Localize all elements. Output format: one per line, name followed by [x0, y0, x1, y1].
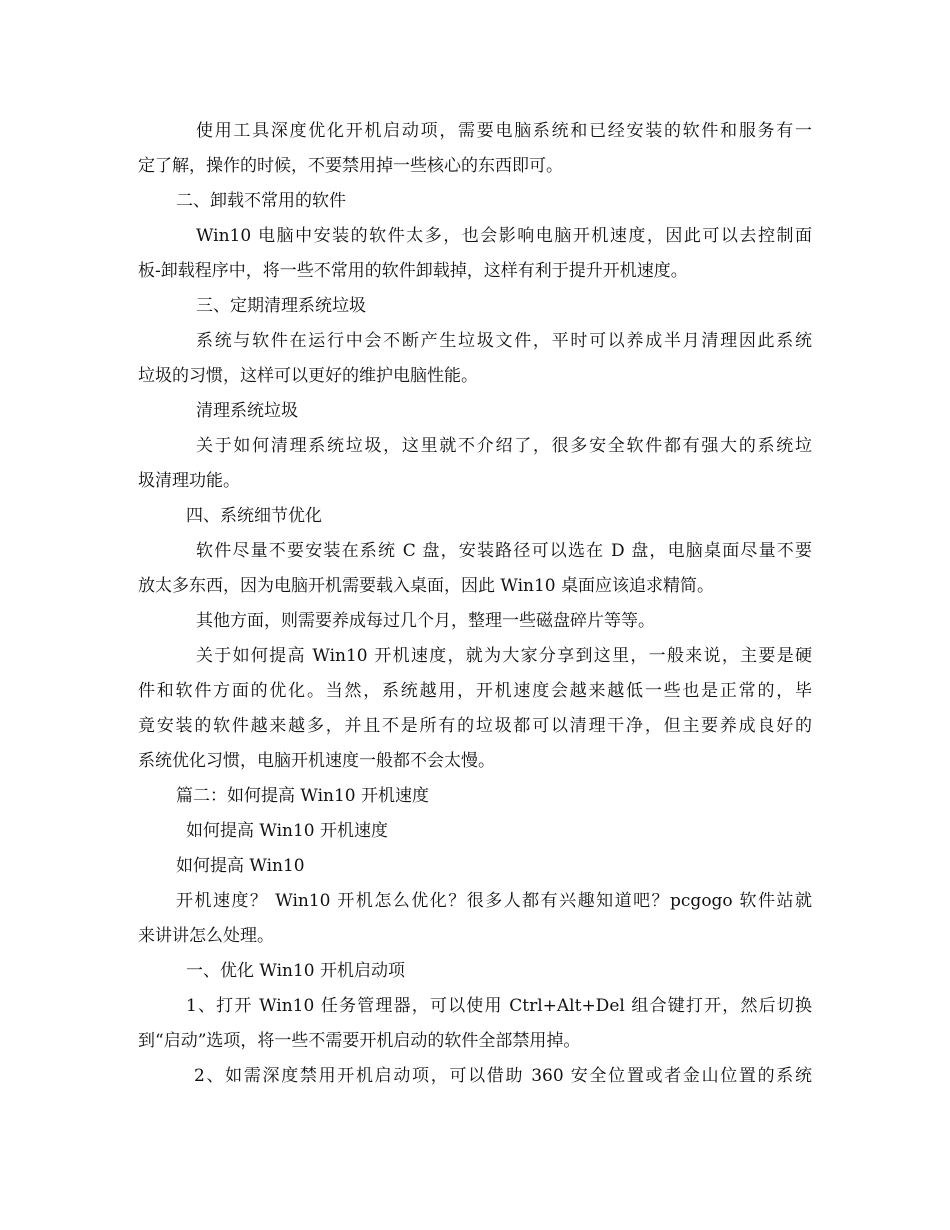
paragraph-line: 圾清理功能。: [138, 471, 240, 491]
section-heading: 四、系统细节优化: [186, 506, 322, 526]
subheading: 清理系统垃圾: [196, 401, 298, 421]
paragraph-line: 开机速度？ Win10 开机怎么优化？很多人都有兴趣知道吧？pcgogo 软件站就: [176, 891, 812, 911]
paragraph-line: 来讲讲怎么处理。: [138, 926, 274, 946]
section-heading: 三、定期清理系统垃圾: [196, 296, 366, 316]
section-heading: 二、卸载不常用的软件: [176, 191, 346, 211]
paragraph-line: 1、打开 Win10 任务管理器，可以使用 Ctrl+Alt+Del 组合键打开，然后切换: [186, 996, 812, 1016]
paragraph-line: 使用工具深度优化开机启动项，需要电脑系统和已经安装的软件和服务有一: [196, 121, 812, 141]
paragraph-line: 其他方面，则需要养成每过几个月，整理一些磁盘碎片等等。: [196, 611, 655, 631]
paragraph-line: 板-卸载程序中，将一些不常用的软件卸载掉，这样有利于提升开机速度。: [138, 261, 688, 281]
paragraph-line: 到“启动”选项，将一些不需要开机启动的软件全部禁用掉。: [138, 1031, 581, 1051]
paragraph-line: 件和软件方面的优化。当然，系统越用，开机速度会越来越低一些也是正常的，毕: [138, 681, 812, 701]
paragraph-line: 关于如何清理系统垃圾，这里就不介绍了，很多安全软件都有强大的系统垃: [196, 436, 812, 456]
paragraph-line: 系统优化习惯，电脑开机速度一般都不会太慢。: [138, 751, 495, 771]
chapter-heading: 篇二：如何提高 Win10 开机速度: [176, 786, 429, 806]
paragraph-line: 软件尽量不要安装在系统 C 盘，安装路径可以选在 D 盘，电脑桌面尽量不要: [196, 541, 812, 561]
section-heading: 一、优化 Win10 开机启动项: [186, 961, 405, 981]
paragraph-line: 系统与软件在运行中会不断产生垃圾文件，平时可以养成半月清理因此系统: [196, 331, 812, 351]
paragraph-line: 关于如何提高 Win10 开机速度，就为大家分享到这里，一般来说，主要是硬: [196, 646, 812, 666]
paragraph-line: 竟安装的软件越来越多，并且不是所有的垃圾都可以清理干净，但主要养成良好的: [138, 716, 812, 736]
paragraph-line: 2、如需深度禁用开机启动项，可以借助 360 安全位置或者金山位置的系统: [194, 1066, 812, 1086]
article-title: 如何提高 Win10 开机速度: [186, 821, 388, 841]
paragraph-line: 放太多东西，因为电脑开机需要载入桌面，因此 Win10 桌面应该追求精简。: [138, 576, 714, 596]
paragraph-line: 如何提高 Win10: [176, 856, 305, 876]
paragraph-line: Win10 电脑中安装的软件太多，也会影响电脑开机速度，因此可以去控制面: [196, 226, 812, 246]
paragraph-line: 垃圾的习惯，这样可以更好的维护电脑性能。: [138, 366, 478, 386]
paragraph-line: 定了解，操作的时候，不要禁用掉一些核心的东西即可。: [138, 156, 563, 176]
